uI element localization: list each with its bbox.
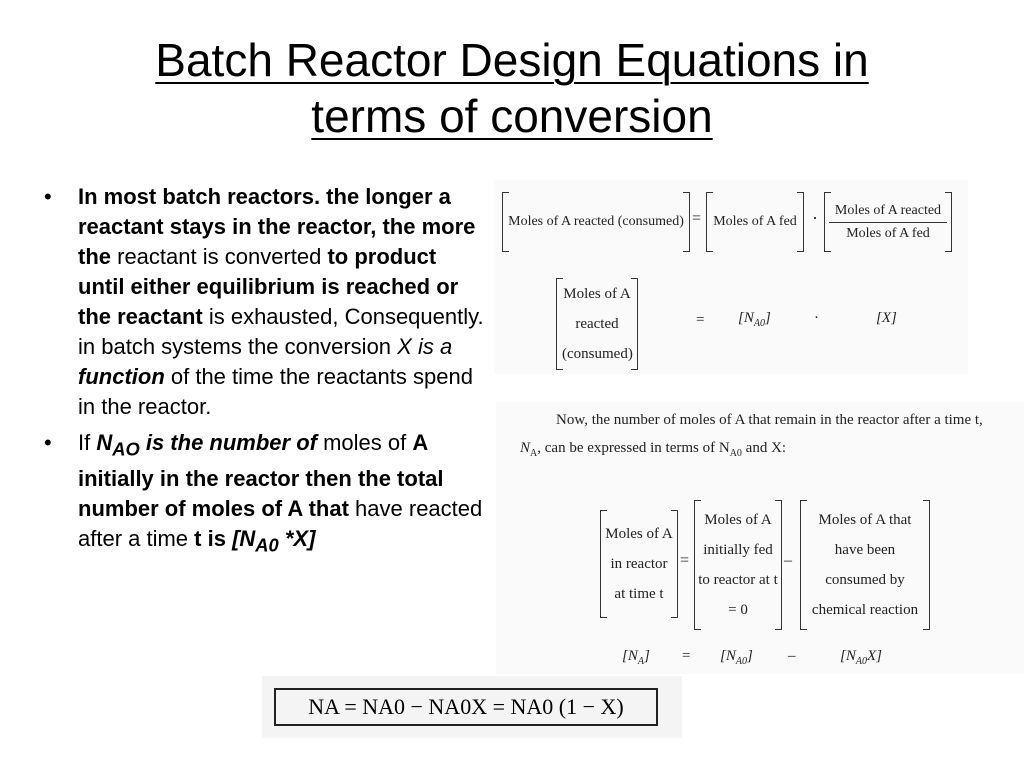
eq1-equals: = xyxy=(692,210,702,227)
eq2-box-initial: Moles of A initially fed to reactor at t = 0 xyxy=(694,500,782,630)
eq2-intro-line-2: $N_A$, can be expressed in terms of $N_{A0}$ and X: xyxy=(520,440,787,459)
eq1-dot: · xyxy=(812,208,818,228)
equation-image-2 xyxy=(496,402,1024,674)
b2-expr: [N xyxy=(232,526,256,552)
b1-bold-italic-6: function xyxy=(78,364,165,389)
eq2-rhs-na: $[N_A]$ xyxy=(622,648,650,667)
eq2-rhs-na0x: $[N_{A0}X]$ xyxy=(840,648,882,667)
b1-text-2: reactant is converted xyxy=(111,244,328,269)
b1-italic-5: X is a xyxy=(397,334,453,359)
final-equation: NA = NA0 − NA0X = NA0 (1 − X) xyxy=(274,688,658,726)
b2-text-1: If xyxy=(78,430,97,455)
b2-expr-end: *X] xyxy=(278,526,316,552)
eq1-fraction-den: Moles of A fed xyxy=(846,225,930,241)
b2-var: N xyxy=(96,430,113,455)
bullet-item-2 xyxy=(44,428,484,561)
bullet-item-1 xyxy=(44,182,484,422)
slide-title xyxy=(40,32,984,144)
b1-bold-3: to product until either equilibrium is reached or the reactant xyxy=(78,244,459,329)
b1-text-7: of the time the reactants spend in the reactor. xyxy=(78,364,473,419)
b2-expr-sub: A0 xyxy=(255,534,279,556)
b2-bold-7: t is xyxy=(194,526,233,552)
bullet-icon: • xyxy=(44,184,52,209)
b1-bold-1: In most batch reactors. the longer a reactant stays in the reactor, the more the xyxy=(78,184,476,269)
eq2-box-remaining: Moles of A in reactor at time t xyxy=(600,510,678,618)
eq1-term-fed: Moles of A fed xyxy=(706,192,804,252)
b2-var-sub: AO xyxy=(112,438,140,460)
final-equation-image xyxy=(262,676,682,738)
eq1-lhs: Moles of A reacted (consumed) xyxy=(556,278,638,370)
eq2-minus: – xyxy=(784,552,792,569)
eq2-minus-2: – xyxy=(788,648,796,664)
equation-image-1 xyxy=(494,180,968,374)
bullet-list xyxy=(44,182,484,567)
b2-bold-italic-3: is the number of xyxy=(139,430,317,455)
eq1-equals-2: = xyxy=(696,312,705,328)
title-line-2: terms of conversion xyxy=(311,90,713,142)
eq1-term-reacted: Moles of A reacted (consumed) xyxy=(502,192,690,252)
eq1-fraction-num: Moles of A reacted xyxy=(834,202,942,218)
eq2-box-consumed: Moles of A that have been consumed by chemical reaction xyxy=(800,500,930,630)
eq1-dot-2: · xyxy=(814,310,819,326)
eq2-equals-2: = xyxy=(682,648,691,664)
b1-text-4: is exhausted, Consequently. in batch systems the conversion xyxy=(78,304,484,359)
eq2-intro-line-1: Now, the number of moles of A that remain in the reactor after a time t, xyxy=(556,412,983,428)
eq1-fraction xyxy=(824,192,952,252)
eq2-equals: = xyxy=(680,552,690,569)
eq1-rhs-x: [X] xyxy=(876,310,897,326)
eq1-rhs-n: $[N_{A0}]$ xyxy=(738,310,771,329)
b2-text-6: have reacted after a time xyxy=(78,496,483,552)
b2-text-4: moles of xyxy=(316,430,413,455)
eq2-rhs-na0: $[N_{A0}]$ xyxy=(720,648,753,667)
title-line-1: Batch Reactor Design Equations in xyxy=(155,34,869,86)
b2-bold-5: A initially in the reactor then the total number of moles of A that xyxy=(78,430,444,522)
bullet-icon: • xyxy=(44,430,52,455)
